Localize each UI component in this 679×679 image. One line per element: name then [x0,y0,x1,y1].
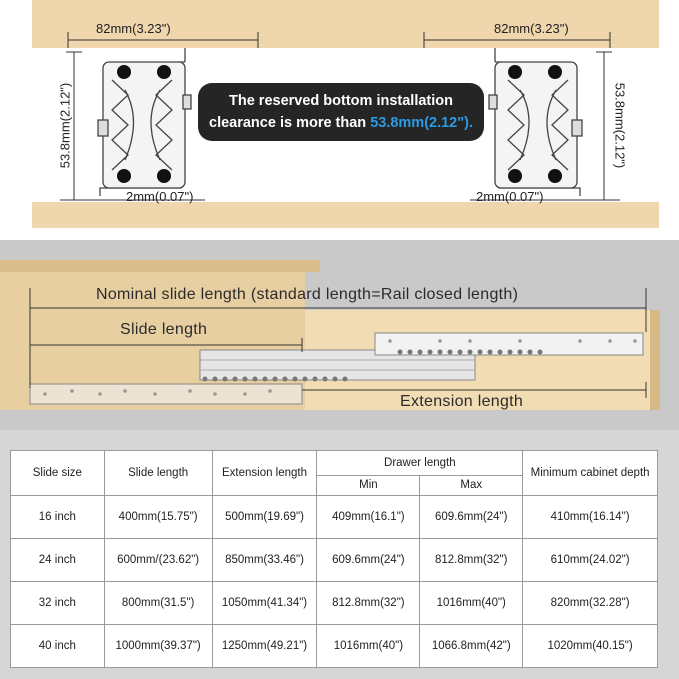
header-drawer-length: Drawer length [317,451,523,476]
cell-drawer-min: 409mm(16.1") [317,496,420,539]
left-slide-profile [98,48,191,196]
callout-highlight: 53.8mm(2.12"). [370,115,473,131]
cell-drawer-min: 609.6mm(24") [317,539,420,582]
cell-drawer-max: 812.8mm(32") [420,539,523,582]
extension-length-label: Extension length [400,393,524,410]
cell-slide-length: 1000mm(39.37") [104,625,212,668]
bottom-clearance-diagram [0,0,679,240]
drawer-front-edge [650,310,660,410]
cell-slide-length: 800mm(31.5") [104,582,212,625]
cell-extension-length: 1050mm(41.34") [212,582,317,625]
cell-drawer-max: 609.6mm(24") [420,496,523,539]
cell-drawer-max: 1066.8mm(42") [420,625,523,668]
header-slide-length: Slide length [104,451,212,496]
cell-cabinet-depth: 610mm(24.02") [523,539,658,582]
header-min-cabinet-depth: Minimum cabinet depth [523,451,658,496]
cabinet-top-edge [0,260,320,272]
cell-slide-size: 32 inch [11,582,105,625]
header-drawer-min: Min [317,475,420,495]
cell-slide-size: 40 inch [11,625,105,668]
callout-line-2 [198,112,484,134]
cell-slide-size: 16 inch [11,496,105,539]
cell-extension-length: 850mm(33.46") [212,539,317,582]
header-drawer-max: Max [420,475,523,495]
table-row [11,496,658,539]
cell-drawer-min: 1016mm(40") [317,625,420,668]
slide-length-diagram [0,240,679,430]
cell-slide-size: 24 inch [11,539,105,582]
cell-extension-length: 1250mm(49.21") [212,625,317,668]
height-dimension-left: 53.8mm(2.12") [57,82,73,169]
cabinet-rail [30,384,302,404]
header-extension-length: Extension length [212,451,317,496]
nominal-slide-length-label: Nominal slide length (standard length=Rail closed length) [96,286,519,303]
table-row [11,625,658,668]
width-dimension-left: 82mm(3.23") [96,21,171,36]
bottom-wood-board [32,202,659,228]
clearance-callout [198,83,484,141]
cell-cabinet-depth: 410mm(16.14") [523,496,658,539]
gap-dimension-right: 2mm(0.07") [476,189,544,204]
right-slide-profile [489,48,582,196]
height-dimension-right: 53.8mm(2.12") [612,82,628,169]
cell-drawer-min: 812.8mm(32") [317,582,420,625]
callout-line-1: The reserved bottom installation [229,93,453,109]
gap-dimension-left: 2mm(0.07") [126,189,194,204]
drawer-slide-illustration [0,240,679,430]
slide-length-label: Slide length [120,321,208,338]
specification-table [10,450,658,668]
width-dimension-right: 82mm(3.23") [494,21,569,36]
cell-cabinet-depth: 820mm(32.28") [523,582,658,625]
table-row [11,539,658,582]
cell-slide-length: 600mm/(23.62") [104,539,212,582]
cell-drawer-max: 1016mm(40") [420,582,523,625]
cell-cabinet-depth: 1020mm(40.15") [523,625,658,668]
callout-prefix: clearance is more than [209,115,371,131]
cell-extension-length: 500mm(19.69") [212,496,317,539]
table-row [11,582,658,625]
cell-slide-length: 400mm(15.75") [104,496,212,539]
header-slide-size: Slide size [11,451,105,496]
